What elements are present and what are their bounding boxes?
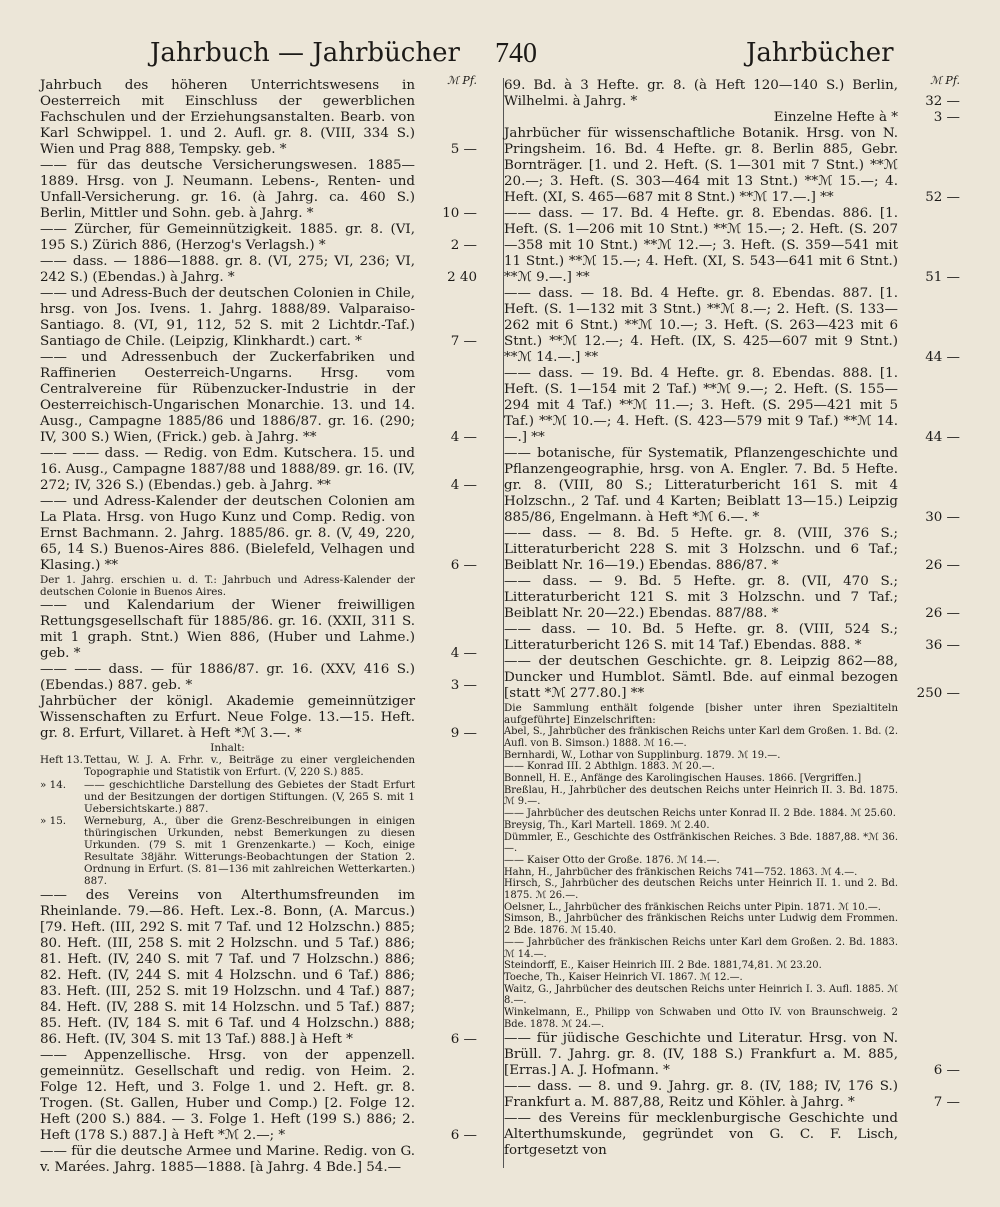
- catalog-entry: [40, 779, 477, 815]
- catalog-entry: [504, 808, 960, 820]
- entry-price: 6 —: [450, 558, 477, 573]
- catalog-entry: [504, 366, 960, 446]
- entry-text: Die Sammlung enthält folgende [bisher unter ihren Spezialtiteln aufgeführte] Einzelschriften:: [504, 702, 898, 727]
- catalog-entry: [504, 702, 960, 726]
- catalog-entry: [504, 832, 960, 855]
- entry-price: 2 40: [447, 270, 477, 285]
- entry-price: 26 —: [925, 606, 960, 621]
- entry-price: 5 —: [450, 142, 477, 157]
- catalog-entry: [504, 726, 960, 749]
- entry-price: 4 —: [450, 646, 477, 662]
- header-right-title: Jahrbücher: [746, 38, 894, 68]
- entry-price: 52 —: [925, 190, 960, 205]
- entry-price: 30 —: [925, 510, 960, 525]
- entry-price: 250 —: [916, 686, 960, 701]
- catalog-entry: [504, 937, 960, 960]
- entry-text: Toeche, Th., Kaiser Heinrich VI. 1867. ℳ 12.—.: [504, 971, 743, 983]
- catalog-entry: [40, 574, 477, 598]
- entry-price: 6 —: [450, 1031, 477, 1047]
- entry-text: —— dass. — 9. Bd. 5 Hefte. gr. 8. (VII, 470 S.; Litteraturbericht 121 S. mit 3 Holzschn. und 7 Taf.; Beiblatt Nr. 20—22.) Ebendas. 887/88. *: [504, 574, 898, 621]
- catalog-entry: [40, 286, 477, 350]
- catalog-entry: [504, 622, 960, 654]
- entry-text: Hirsch, S., Jahrbücher des deutschen Reichs unter Heinrich II. 1. und 2. Bd. 1875. ℳ 26.—.: [504, 878, 898, 902]
- entry-text: Steindorff, E., Kaiser Heinrich III. 2 Bde. 1881,74,81. ℳ 23.20.: [504, 960, 822, 972]
- entry-price: 7 —: [450, 334, 477, 349]
- catalog-entry: [40, 78, 477, 158]
- entry-text: Jahrbuch des höheren Unterrichtswesens in Oesterreich mit Einschluss der gewerblichen Fachschulen und der Erziehungsanstalten. Bearb. von Karl Schwippel. 1. und 2. Aufl. gr. 8. (VIII, 334 S.) Wien und Prag 888, Tempsky. geb. *: [40, 78, 415, 157]
- entry-text: —— und Kalendarium der Wiener freiwilligen Rettungsgesellschaft für 1885/86. gr. 16. (XXII, 311 S. mit 1 graph. Stnt.) Wien 886, (Huber und Lahme.) geb. *: [40, 598, 415, 662]
- catalog-entry: [504, 1031, 960, 1079]
- entry-text: —— dass. — 1886—1888. gr. 8. (VI, 275; VI, 236; VI, 242 S.) (Ebendas.) à Jahrg. *: [40, 254, 415, 285]
- catalog-entry: [40, 1048, 477, 1144]
- catalog-entry: [504, 110, 960, 126]
- entry-text: —— geschichtliche Darstellung des Gebietes der Stadt Erfurt und der Besitzungen der dortigen Stiftungen. (V, 265 S. mit 1 Uebersichtskarte.) 887.: [84, 778, 415, 815]
- entry-text: —— dass. — 19. Bd. 4 Hefte. gr. 8. Ebendas. 888. [1. Heft. (S. 1—154 mit 2 Taf.) **ℳ 9.—; 2. Heft. (S. 155—294 mit 4 Taf.) **ℳ 11.—; 3. Heft. (S. 295—421 mit 5 Taf.) **ℳ 10.—; 4. Heft. (S. 423—579 mit 9 Taf.) **ℳ 14.—.] **: [504, 366, 898, 445]
- entry-text: —— für jüdische Geschichte und Literatur. Hrsg. von N. Brüll. 7. Jahrg. gr. 8. (IV, 188 S.) Frankfurt a. M. 885, [Erras.] A. J. Hofmann. *: [504, 1030, 898, 1078]
- entry-price: 9 —: [450, 726, 477, 742]
- entry-price: 3 —: [450, 678, 477, 694]
- catalog-entry: [504, 654, 960, 702]
- entry-text: —— des Vereins von Alterthumsfreunden im Rheinlande. 79.—86. Heft. Lex.-8. Bonn, (A. Marcus.) [79. Heft. (III, 292 S. mit 7 Taf. und 12 Holzschn.) 885; 80. Heft. (III, 258 S. mit 2 Holzschn. und 5 Taf.) 886; 81. Heft. (IV, 240 S. mit 7 Taf. und 7 Holzschn.) 886; 82. Heft. (IV, 244 S. mit 4 Holzschn. und 6 Taf.) 886; 83. Heft. (III, 252 S. mit 19 Holzschn. und 4 Taf.) 887; 84. Heft. (IV, 288 S. mit 14 Holzschn. und 5 Taf.) 887; 85. Heft. (IV, 184 S. mit 6 Taf. und 4 Holzschn.) 888; 86. Heft. (IV, 304 S. mit 13 Taf.) 888.] à Heft *: [40, 887, 415, 1047]
- entry-text: Jahrbücher der königl. Akademie gemeinnütziger Wissenschaften zu Erfurt. Neue Folge. 13.—15. Heft. gr. 8. Erfurt, Villaret. à Heft *ℳ 3.—. *: [40, 694, 415, 742]
- entry-text: —— Jahrbücher des deutschen Reichs unter Konrad II. 2 Bde. 1884. ℳ 25.60.: [504, 808, 896, 820]
- catalog-entry: [504, 984, 960, 1007]
- entry-text: —— Konrad III. 2 Abthlgn. 1883. ℳ 20.—.: [504, 761, 715, 773]
- entry-text: —— und Adress-Buch der deutschen Colonien in Chile, hrsg. von Jos. Ivens. 1. Jahrg. 1888/89. Valparaiso-Santiago. 8. (VI, 91, 112, 52 S. mit 2 Lichtdr.-Taf.) Santiago de Chile. (Leipzig, Klinkhardt.) cart. *: [40, 286, 415, 349]
- entry-text: Der 1. Jahrg. erschien u. d. T.: Jahrbuch und Adress-Kalender der deutschen Colonie in Buenos Aires.: [40, 574, 415, 599]
- catalog-entry: [504, 820, 960, 832]
- catalog-entry: [504, 785, 960, 808]
- entry-text: Waitz, G., Jahrbücher des deutschen Reichs unter Heinrich I. 3. Aufl. 1885. ℳ 8.—.: [504, 983, 898, 1007]
- entry-text: —— Zürcher, für Gemeinnützigkeit. 1885. gr. 8. (VI, 195 S.) Zürich 886, (Herzog's Verlagsh.) *: [40, 222, 415, 253]
- entry-text: —— der deutschen Geschichte. gr. 8. Leipzig 862—88, Duncker und Humblot. Sämtl. Bde. auf einmal bezogen [statt *ℳ 277.80.] **: [504, 654, 898, 701]
- entry-text: Oelsner, L., Jahrbücher des fränkischen Reichs unter Pipin. 1871. ℳ 10.—.: [504, 901, 881, 913]
- entry-text: —— dass. — 8. Bd. 5 Hefte. gr. 8. (VIII, 376 S.; Litteraturbericht 228 S. mit 3 Holzschn. und 6 Taf.; Beiblatt Nr. 16—19.) Ebendas. 886/87. *: [504, 526, 898, 573]
- entry-text: Inhalt:: [210, 742, 245, 755]
- catalog-entry: [504, 902, 960, 914]
- entry-text: 69. Bd. à 3 Hefte. gr. 8. (à Heft 120—140 S.) Berlin, Wilhelmi. à Jahrg. *: [504, 78, 898, 109]
- catalog-entry: [504, 855, 960, 867]
- entry-price: 51 —: [925, 270, 960, 285]
- entry-text: Winkelmann, E., Philipp von Schwaben und Otto IV. von Braunschweig. 2 Bde. 1878. ℳ 24.—.: [504, 1007, 898, 1030]
- unit-label-left: ℳ Pf.: [447, 74, 477, 87]
- entry-price: 6 —: [450, 1127, 477, 1143]
- entry-price: 44 —: [925, 430, 960, 445]
- contents-key: » 14.: [40, 778, 67, 791]
- catalog-entry: [504, 286, 960, 366]
- catalog-entry: [40, 1144, 477, 1176]
- entry-text: Tettau, W. J. A. Frhr. v., Beiträge zu einer vergleichenden Topographie und Statistik von Erfurt. (V, 220 S.) 885.: [84, 754, 415, 779]
- catalog-entry: [504, 761, 960, 773]
- right-column: [504, 74, 960, 1159]
- catalog-entry: [504, 750, 960, 762]
- unit-label-right: ℳ Pf.: [930, 74, 960, 87]
- entry-text: —— —— dass. — für 1886/87. gr. 16. (XXV, 416 S.) (Ebendas.) 887. geb. *: [40, 662, 415, 694]
- entry-text: —— —— dass. — Redig. von Edm. Kutschera. 15. und 16. Ausg., Campagne 1887/88 und 1888/89. gr. 16. (IV, 272; IV, 326 S.) (Ebendas.) geb. à Jahrg. **: [40, 446, 415, 493]
- entry-text: Breysig, Th., Karl Martell. 1869. ℳ 2.40.: [504, 819, 710, 831]
- catalog-entry: [504, 574, 960, 622]
- catalog-entry: [40, 158, 477, 222]
- catalog-entry: [40, 350, 477, 446]
- entry-price: 6 —: [933, 1062, 960, 1078]
- entry-text: Breßlau, H., Jahrbücher des deutschen Reichs unter Heinrich II. 3. Bd. 1875. ℳ 9.—.: [504, 784, 898, 808]
- entry-text: Bernhardi, W., Lothar von Supplinburg. 1879. ℳ 19.—.: [504, 749, 781, 761]
- entry-text: —— dass. — 17. Bd. 4 Hefte. gr. 8. Ebendas. 886. [1. Heft. (S. 1—206 mit 10 Stnt.) **ℳ 15.—; 2. Heft. (S. 207—358 mit 10 Stnt.) **ℳ 12.—; 3. Heft. (S. 359—541 mit 11 Stnt.) **ℳ 15.—; 4. Heft. (XI, S. 543—641 mit 6 Stnt.) **ℳ 9.—.] **: [504, 206, 898, 285]
- entry-text: —— Kaiser Otto der Große. 1876. ℳ 14.—.: [504, 854, 720, 866]
- entry-price: 2 —: [450, 238, 477, 253]
- catalog-entry: [40, 742, 477, 754]
- entry-price: 36 —: [925, 638, 960, 653]
- catalog-entry: [40, 754, 477, 778]
- entry-text: —— botanische, für Systematik, Pflanzengeschichte und Pflanzengeographie, hrsg. von A. Engler. 7. Bd. 5 Hefte. gr. 8. (VIII, 80 S.; Litteraturbericht 161 S. mit 4 Holzschn., 2 Taf. und 4 Karten; Beiblatt 13—15.) Leipzig 885/86, Engelmann. à Heft *ℳ 6.—. *: [504, 446, 898, 525]
- page-header: [40, 38, 960, 74]
- entry-price: 3 —: [933, 110, 960, 125]
- catalog-entry: [40, 494, 477, 574]
- contents-key: » 15.: [40, 814, 67, 827]
- entry-price: 32 —: [925, 94, 960, 109]
- catalog-entry: [504, 1111, 960, 1159]
- catalog-entry: [40, 815, 477, 888]
- entry-text: Jahrbücher für wissenschaftliche Botanik. Hrsg. von N. Pringsheim. 16. Bd. 4 Hefte. gr. 8. Berlin 885, Gebr. Bornträger. [1. und 2. Heft. (S. 1—301 mit 7 Stnt.) **ℳ 20.—; 3. Heft. (S. 303—464 mit 13 Stnt.) **ℳ 15.—; 4. Heft. (XI, S. 465—687 mit 8 Stnt.) **ℳ 17.—.] **: [504, 126, 898, 205]
- catalog-entry: [504, 206, 960, 286]
- entry-text: —— dass. — 18. Bd. 4 Hefte. gr. 8. Ebendas. 887. [1. Heft. (S. 1—132 mit 3 Stnt.) **ℳ 8.—; 2. Heft. (S. 133—262 mit 6 Stnt.) **ℳ 10.—; 3. Heft. (S. 263—423 mit 6 Stnt.) **ℳ 12.—; 4. Heft. (IX, S. 425—607 mit 9 Stnt.) **ℳ 14.—.] **: [504, 286, 898, 365]
- catalog-entry: [504, 913, 960, 936]
- catalog-entry: [504, 126, 960, 206]
- entry-text: Abel, S., Jahrbücher des fränkischen Reichs unter Karl dem Großen. 1. Bd. (2. Aufl. von B. Simson.) 1888. ℳ 16.—.: [504, 726, 898, 749]
- catalog-entry: [504, 1007, 960, 1030]
- catalog-entry: [40, 222, 477, 254]
- entry-text: —— dass. — 10. Bd. 5 Hefte. gr. 8. (VIII, 524 S.; Litteraturbericht 126 S. mit 14 Taf.) Ebendas. 888. *: [504, 622, 898, 653]
- catalog-entry: [504, 867, 960, 879]
- entry-price: 7 —: [933, 1094, 960, 1110]
- catalog-entry: [504, 878, 960, 901]
- catalog-entry: [40, 598, 477, 662]
- catalog-entry: [504, 972, 960, 984]
- entry-price: 44 —: [925, 350, 960, 365]
- catalog-entry: [504, 960, 960, 972]
- left-column: [40, 74, 477, 1176]
- catalog-entry: [504, 78, 960, 110]
- entry-price: 10 —: [442, 206, 477, 221]
- entry-price: 4 —: [450, 430, 477, 445]
- entry-text: —— Appenzellische. Hrsg. von der appenzell. gemeinnütz. Gesellschaft und redig. von Heim. 2. Folge 12. Heft, und 3. Folge 1. und 2. Heft. gr. 8. Trogen. (St. Gallen, Huber und Comp.) [2. Folge 12. Heft (200 S.) 884. — 3. Folge 1. Heft (199 S.) 886; 2. Heft (178 S.) 887.] à Heft *ℳ 2.—; *: [40, 1047, 415, 1143]
- entry-text: Hahn, H., Jahrbücher des fränkischen Reichs 741—752. 1863. ℳ 4.—.: [504, 866, 858, 878]
- entry-text: —— für das deutsche Versicherungswesen. 1885—1889. Hrsg. von J. Neumann. Lebens-, Renten- und Unfall-Versicherung. gr. 16. (à Jahrg. ca. 460 S.) Berlin, Mittler und Sohn. geb. à Jahrg. *: [40, 158, 415, 221]
- entry-text: —— Jahrbücher des fränkischen Reichs unter Karl dem Großen. 2. Bd. 1883. ℳ 14.—.: [504, 936, 898, 960]
- entry-text: —— des Vereins für mecklenburgische Geschichte und Alterthumskunde, gegründet von G. C. F. Lisch, fortgesetzt von: [504, 1110, 898, 1158]
- entry-text: —— und Adress-Kalender der deutschen Colonien am La Plata. Hrsg. von Hugo Kunz und Comp. Redig. von Ernst Bachmann. 2. Jahrg. 1885/86. gr. 8. (V, 49, 220, 65, 14 S.) Buenos-Aires 886. (Bielefeld, Velhagen und Klasing.) **: [40, 494, 415, 573]
- entry-text: Dümmler, E., Geschichte des Ostfränkischen Reiches. 3 Bde. 1887,88. *ℳ 36.—.: [504, 831, 898, 855]
- catalog-entry: [504, 526, 960, 574]
- entry-price: 26 —: [925, 558, 960, 573]
- catalog-entry: [40, 254, 477, 286]
- entry-text: Werneburg, A., über die Grenz-Beschreibungen in einigen thüringischen Urkunden, nebst Bemerkungen zu diesen Urkunden. (79 S. mit 1 Grenzenkarte.) — Koch, einige Resultate 38jähr. Witterungs-Beobachtungen der Station 2. Ordnung in Erfurt. (S. 81—136 mit zahlreichen Wetterkarten.) 887.: [84, 814, 415, 888]
- catalog-entry: [40, 662, 477, 694]
- catalog-entry: [40, 694, 477, 742]
- catalog-entry: [504, 1079, 960, 1111]
- catalog-entry: [40, 888, 477, 1048]
- catalog-entry: [504, 446, 960, 526]
- entry-price: 4 —: [450, 478, 477, 493]
- entry-text: —— und Adressenbuch der Zuckerfabriken und Raffinerien Oesterreich-Ungarns. Hrsg. vom Centralvereine für Rübenzucker-Industrie in der Oesterreichisch-Ungarischen Monarchie. 13. und 14. Ausg., Campagne 1885/86 und 1886/87. gr. 16. (290; IV, 300 S.) Wien, (Frick.) geb. à Jahrg. **: [40, 350, 415, 445]
- entry-text: —— dass. — 8. und 9. Jahrg. gr. 8. (IV, 188; IV, 176 S.) Frankfurt a. M. 887,88, Reitz und Köhler. à Jahrg. *: [504, 1078, 898, 1110]
- header-left-title: Jahrbuch — Jahrbücher: [150, 38, 460, 68]
- contents-key: Heft 13.: [40, 754, 83, 767]
- entry-text: Simson, B., Jahrbücher des fränkischen Reichs unter Ludwig dem Frommen. 2 Bde. 1876. ℳ 15.40.: [504, 913, 898, 937]
- entry-text: —— für die deutsche Armee und Marine. Redig. von G. v. Marées. Jahrg. 1885—1888. [à Jahrg. 4 Bde.] 54.—: [40, 1143, 415, 1175]
- catalog-entry: [40, 446, 477, 494]
- entry-text: Bonnell, H. E., Anfänge des Karolingischen Hauses. 1866. [Vergriffen.]: [504, 773, 862, 785]
- catalog-entry: [504, 773, 960, 785]
- entry-text: Einzelne Hefte à *: [773, 110, 898, 125]
- page-number: 740: [495, 38, 537, 69]
